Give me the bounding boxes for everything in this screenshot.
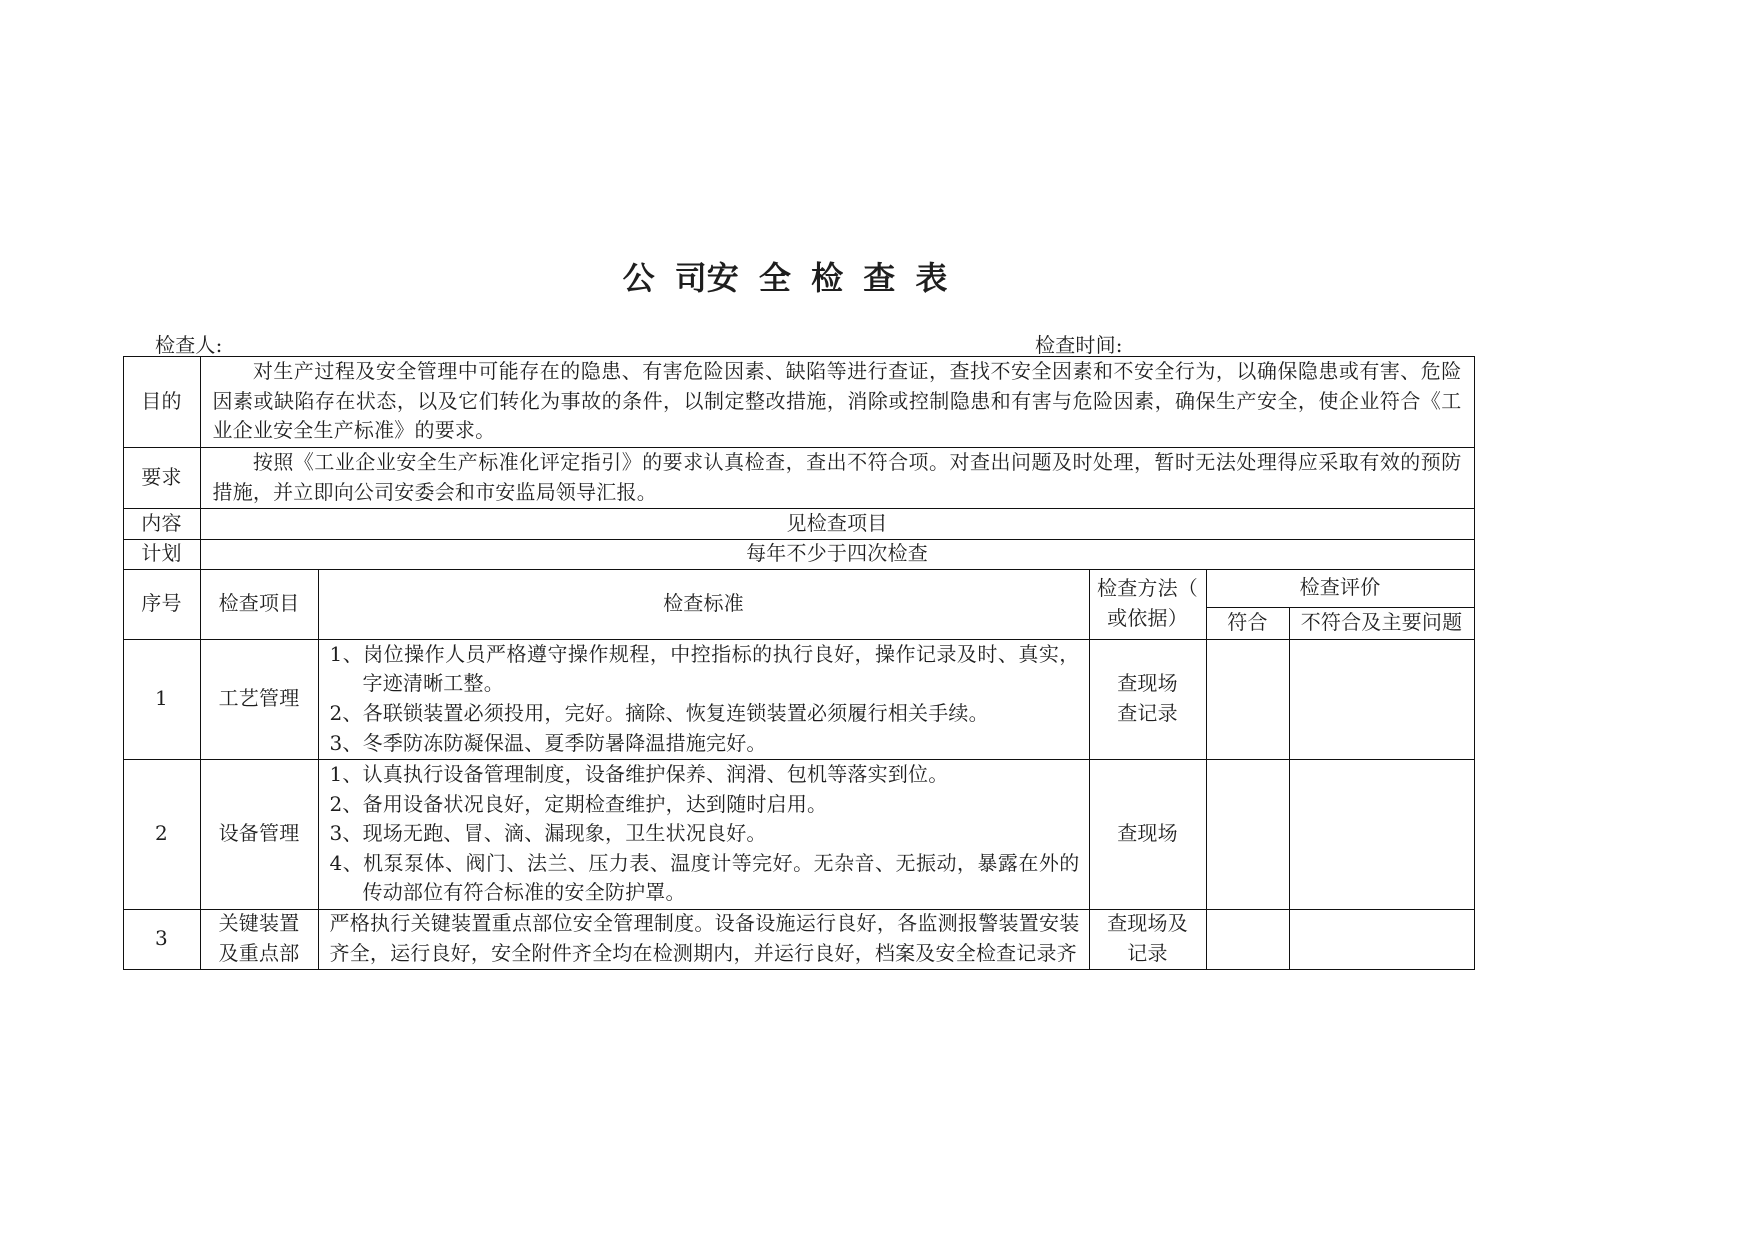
info-label-plan: 计划: [124, 540, 201, 570]
row-2-no: 2: [124, 760, 201, 910]
row-1-method: [1090, 640, 1207, 760]
header-item: 检查项目: [201, 570, 319, 640]
standard-item: 2、备用设备状况良好，定期检查维护，达到随时启用。: [329, 791, 828, 816]
row-1-standards: [319, 640, 1090, 760]
row-2-pass-cell: [1207, 760, 1290, 910]
row-2-item: 设备管理: [201, 760, 319, 910]
info-label-requirement: 要求: [124, 448, 201, 509]
row-1-item: 工艺管理: [201, 640, 319, 760]
method-line: 查现场及记录: [1107, 911, 1188, 965]
standard-item: 2、各联锁装置必须投用，完好。摘除、恢复连锁装置必须履行相关手续。: [329, 701, 989, 725]
row-1-no: 1: [124, 640, 201, 760]
purpose-text: 对生产过程及安全管理中可能存在的隐患、有害危险因素、缺陷等进行查证，查找不安全因素和不安全行为，以确保隐患或有害、危险因素或缺陷存在状态，以及它们转化为事故的条件，以制定整改措施，消除或控制隐患和有害与危险因素，确保生产安全，使企业符合《工业企业安全生产标准》的要求。: [212, 359, 1462, 443]
row-3-no: 3: [124, 910, 201, 970]
requirement-text: 按照《工业企业安全生产标准化评定指引》的要求认真检查，查出不符合项。对查出问题及时处理，暂时无法处理得应采取有效的预防措施，并立即向公司安委会和市安监局领导汇报。: [212, 449, 1462, 504]
method-line: 查现场: [1117, 821, 1178, 846]
row-2-fail-cell: [1290, 760, 1475, 910]
standard-item: 严格执行关键装置重点部位安全管理制度。设备设施运行良好，各监测报警装置安装齐全，运行良好，安全附件齐全均在检测期内，并运行良好，档案及安全检查记录齐: [329, 911, 1080, 965]
inspector-label: 检查人:: [155, 333, 223, 357]
header-evaluation: 检查评价: [1207, 570, 1475, 608]
standard-item: 4、机泵泵体、阀门、法兰、压力表、温度计等完好。无杂音、无振动，暴露在外的传动部位有符合标准的安全防护罩。: [329, 850, 1080, 905]
method-line: 查现场: [1117, 671, 1178, 696]
standard-item: 1、岗位操作人员严格遵守操作规程，中控指标的执行良好，操作记录及时、真实，字迹清晰工整。: [329, 641, 1080, 696]
info-content-plan: 每年不少于四次检查: [201, 540, 1475, 570]
method-line: 查记录: [1117, 701, 1178, 725]
row-3-standards: [319, 910, 1090, 970]
standard-item: 1、认真执行设备管理制度，设备维护保养、润滑、包机等落实到位。: [329, 762, 949, 787]
row-3-item: 关键装置及重点部: [201, 910, 319, 970]
row-3-method: [1090, 910, 1207, 970]
header-pass: 符合: [1207, 608, 1290, 640]
header-method-line: 或依据）: [1107, 606, 1188, 630]
info-content-purpose: [201, 357, 1475, 448]
row-3-pass-cell: [1207, 910, 1290, 970]
row-2-standards: [319, 760, 1090, 910]
standard-item: 3、冬季防冻防凝保温、夏季防暑降温措施完好。: [329, 730, 767, 755]
header-fail: 不符合及主要问题: [1290, 608, 1475, 640]
header-method: [1090, 570, 1207, 640]
header-method-line: 检查方法（: [1097, 576, 1198, 601]
info-label-purpose: 目的: [124, 357, 201, 448]
row-1-fail-cell: [1290, 640, 1475, 760]
standard-item: 3、现场无跑、冒、滴、漏现象，卫生状况良好。: [329, 821, 767, 846]
info-content-requirement: [201, 448, 1475, 509]
inspection-time-label: 检查时间:: [1035, 333, 1123, 357]
info-label-content: 内容: [124, 509, 201, 540]
document-title: 公 司安 全 检 查 表: [622, 259, 948, 297]
header-standard: 检查标准: [319, 570, 1090, 640]
header-no: 序号: [124, 570, 201, 640]
inspection-table: [123, 356, 1475, 970]
info-content-content: 见检查项目: [201, 509, 1475, 540]
row-1-pass-cell: [1207, 640, 1290, 760]
row-3-fail-cell: [1290, 910, 1475, 970]
row-2-method: [1090, 760, 1207, 910]
